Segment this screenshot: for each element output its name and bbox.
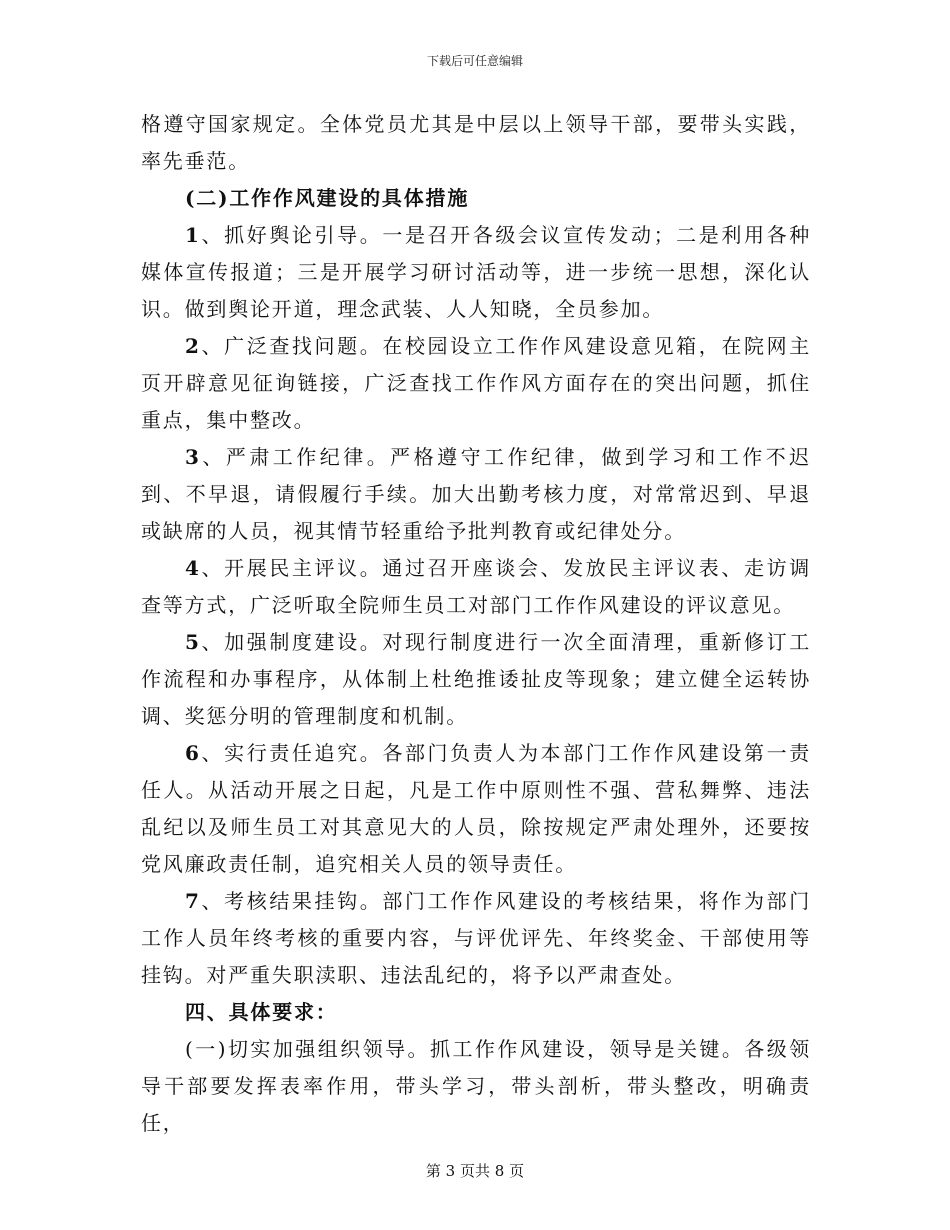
item-text: 、实行责任追究。各部门负责人为本部门工作作风建设第一责任人。从活动开展之日起，凡是工作中原则性不强、营私舞弊、违法乱纪以及师生员工对其意见大的人员，除按规定严肃处理外，还要按党风廉政责任制，追究相关人员的领导责任。 bbox=[141, 741, 811, 876]
item-text: 、加强制度建设。对现行制度进行一次全面清理，重新修订工作流程和办事程序，从体制上杜绝推诿扯皮等现象；建立健全运转协调、奖惩分明的管理制度和机制。 bbox=[141, 630, 811, 728]
item-text: 、考核结果挂钩。部门工作作风建设的考核结果，将作为部门工作人员年终考核的重要内容，与评优评先、年终奖金、干部使用等挂钩。对严重失职渎职、违法乱纪的，将予以严肃查处。 bbox=[141, 889, 811, 987]
item-text: 、广泛查找问题。在校园设立工作作风建设意见箱，在院网主页开辟意见征询链接，广泛查找工作作风方面存在的突出问题，抓住重点，集中整改。 bbox=[141, 334, 811, 432]
paragraph-item-2 bbox=[141, 328, 811, 439]
section-heading-requirements: 四、具体要求： bbox=[185, 1000, 338, 1024]
paragraph-item-7 bbox=[141, 883, 811, 994]
item-number: 6 bbox=[185, 741, 201, 765]
paragraph-item-3 bbox=[141, 439, 811, 550]
page-number: 第 3 页共 8 页 bbox=[425, 1162, 525, 1180]
section-heading-measures: (二)工作作风建设的具体措施 bbox=[185, 186, 470, 210]
paragraph-item-4 bbox=[141, 550, 811, 624]
item-number: 2 bbox=[185, 334, 201, 358]
paragraph-continuation: 格遵守国家规定。全体党员尤其是中层以上领导干部，要带头实践，率先垂范。 bbox=[141, 112, 811, 173]
page-header: 下载后可任意编辑 bbox=[426, 54, 523, 68]
paragraph-item-5 bbox=[141, 624, 811, 735]
item-text: 、抓好舆论引导。一是召开各级会议宣传发动；二是利用各种媒体宣传报道；三是开展学习研讨活动等，进一步统一思想，深化认识。做到舆论开道，理念武装、人人知晓，全员参加。 bbox=[141, 223, 811, 321]
paragraph-item-6 bbox=[141, 735, 811, 883]
paragraph-requirement-1: (一)切实加强组织领导。抓工作作风建设，领导是关键。各级领导干部要发挥表率作用，带头学习，带头剖析，带头整改，明确责任， bbox=[141, 1037, 811, 1135]
item-number: 7 bbox=[185, 889, 201, 913]
item-number: 4 bbox=[185, 556, 201, 580]
item-number: 5 bbox=[185, 630, 201, 654]
document-body bbox=[141, 106, 811, 1142]
item-number: 1 bbox=[185, 223, 201, 247]
item-text: 、严肃工作纪律。严格遵守工作纪律，做到学习和工作不迟到、不早退，请假履行手续。加大出勤考核力度，对常常迟到、早退或缺席的人员，视其情节轻重给予批判教育或纪律处分。 bbox=[141, 445, 811, 543]
item-number: 3 bbox=[185, 445, 201, 469]
paragraph-item-1 bbox=[141, 217, 811, 328]
item-text: 、开展民主评议。通过召开座谈会、发放民主评议表、走访调查等方式，广泛听取全院师生员工对部门工作作风建设的评议意见。 bbox=[141, 556, 811, 617]
